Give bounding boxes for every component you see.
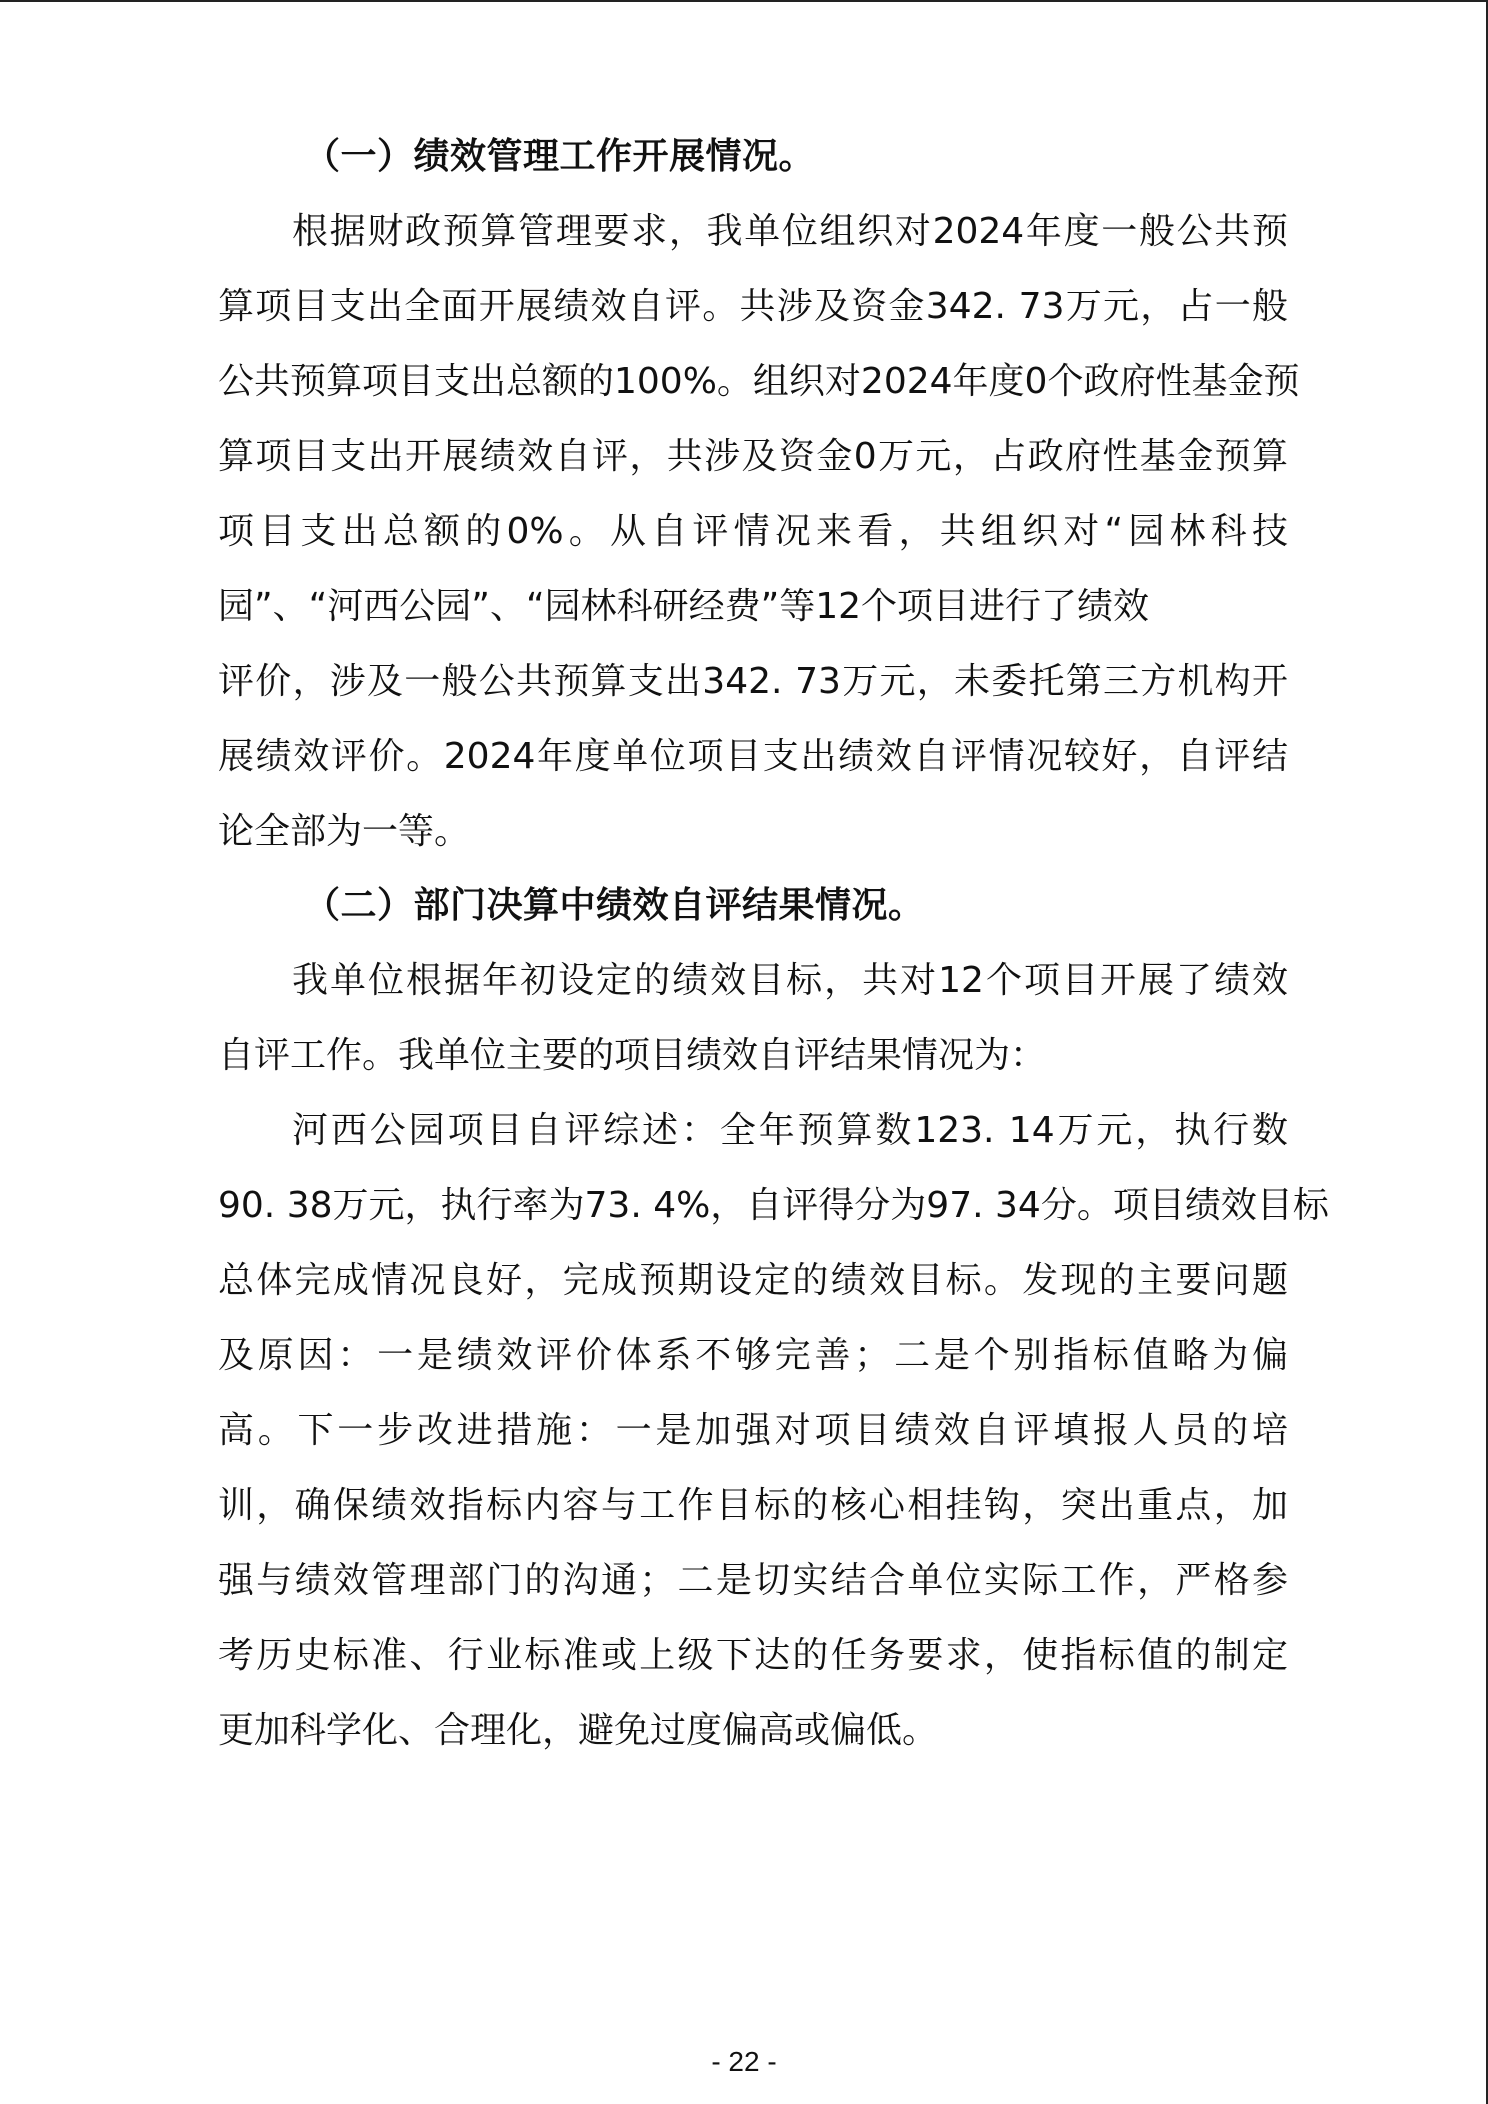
paragraph-hexi-park-summary xyxy=(218,1093,1329,1768)
text-line: 根据财政预算管理要求，我单位组织对2024年度一般公共预 xyxy=(292,211,1288,252)
text-line: 我单位根据年初设定的绩效目标，共对12个项目开展了绩效 xyxy=(292,960,1288,1001)
text-line: 考历史标准、行业标准或上级下达的任务要求，使指标值的制定 xyxy=(218,1635,1288,1676)
text-line: 评价，涉及一般公共预算支出342. 73万元，未委托第三方机构开 xyxy=(218,661,1288,702)
text-line: 展绩效评价。2024年度单位项目支出绩效自评情况较好，自评结 xyxy=(218,736,1288,777)
text-line: 项目支出总额的0%。从自评情况来看，共组织对“园林科技 xyxy=(218,511,1288,552)
text-line: 河西公园项目自评综述：全年预算数123. 14万元，执行数 xyxy=(292,1110,1288,1151)
section-heading-1: （一）绩效管理工作开展情况。 xyxy=(304,136,816,177)
section-heading-2: （二）部门决算中绩效自评结果情况。 xyxy=(304,885,925,926)
text-line: 总体完成情况良好，完成预期设定的绩效目标。发现的主要问题 xyxy=(218,1260,1288,1301)
text-line: 训，确保绩效指标内容与工作目标的核心相挂钩，突出重点，加 xyxy=(218,1485,1288,1526)
page-number: - 22 - xyxy=(711,2046,777,2077)
document-body xyxy=(218,120,1329,1768)
text-line: 公共预算项目支出总额的100%。组织对2024年度0个政府性基金预 xyxy=(218,361,1300,402)
text-line: 强与绩效管理部门的沟通；二是切实结合单位实际工作，严格参 xyxy=(218,1560,1288,1601)
text-line: 90. 38万元，执行率为73. 4%，自评得分为97. 34分。项目绩效目标 xyxy=(218,1185,1329,1226)
text-line: 高。下一步改进措施：一是加强对项目绩效自评填报人员的培 xyxy=(218,1410,1288,1451)
text-line: 更加科学化、合理化，避免过度偏高或偏低。 xyxy=(218,1710,939,1751)
text-line: 园”、“河西公园”、“园林科研经费”等12个项目进行了绩效 xyxy=(218,586,1150,627)
text-line: 论全部为一等。 xyxy=(218,811,471,852)
paragraph-self-evaluation-intro xyxy=(218,943,1288,1093)
paragraph-performance-management xyxy=(218,194,1300,869)
text-line: 自评工作。我单位主要的项目绩效自评结果情况为： xyxy=(218,1035,1047,1076)
text-line: 算项目支出开展绩效自评，共涉及资金0万元，占政府性基金预算 xyxy=(218,436,1288,477)
text-line: 及原因：一是绩效评价体系不够完善；二是个别指标值略为偏 xyxy=(218,1335,1288,1376)
text-line: 算项目支出全面开展绩效自评。共涉及资金342. 73万元，占一般 xyxy=(218,286,1288,327)
